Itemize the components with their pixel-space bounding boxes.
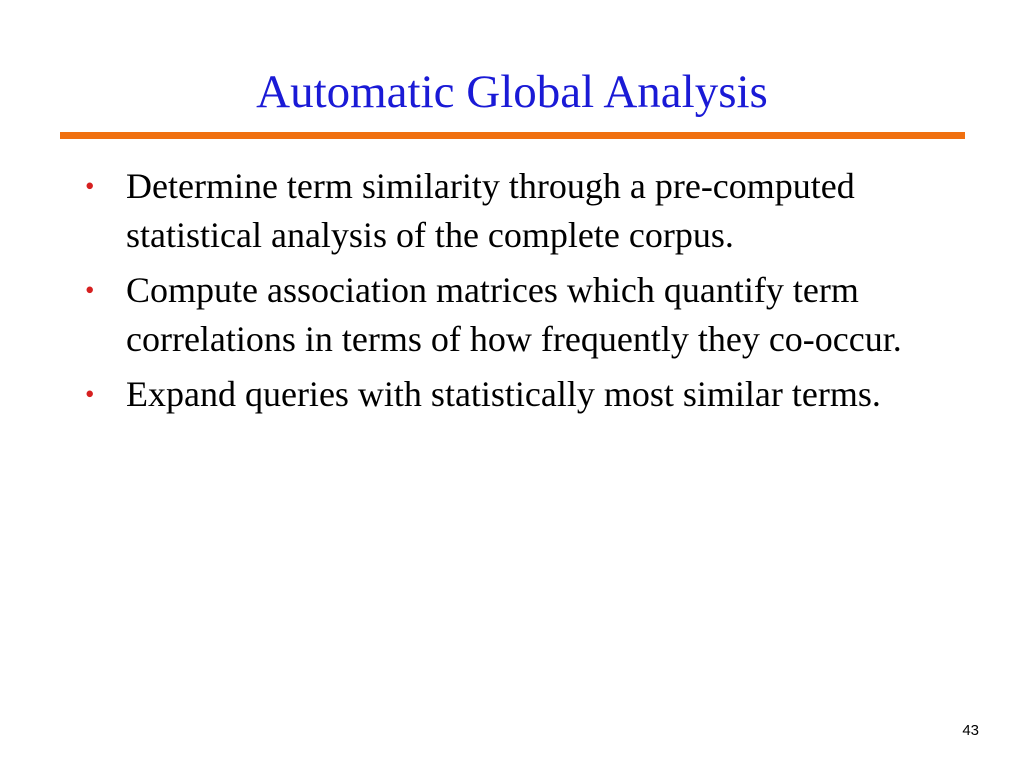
bullet-icon: • bbox=[85, 171, 95, 201]
bullet-list bbox=[85, 162, 965, 425]
slide-title: Automatic Global Analysis bbox=[256, 66, 768, 118]
bullet-icon: • bbox=[85, 379, 95, 409]
bullet-text: Expand queries with statistically most similar terms. bbox=[126, 374, 881, 414]
bullet-item bbox=[85, 370, 965, 419]
bullet-item bbox=[85, 266, 965, 364]
bullet-text: Compute association matrices which quantify term correlations in terms of how frequently they co-occur. bbox=[126, 270, 902, 359]
bullet-icon: • bbox=[85, 275, 95, 305]
bullet-text: Determine term similarity through a pre-computed statistical analysis of the complete corpus. bbox=[126, 166, 855, 255]
page-number: 43 bbox=[962, 722, 979, 739]
bullet-item bbox=[85, 162, 965, 260]
title-divider bbox=[60, 132, 965, 139]
